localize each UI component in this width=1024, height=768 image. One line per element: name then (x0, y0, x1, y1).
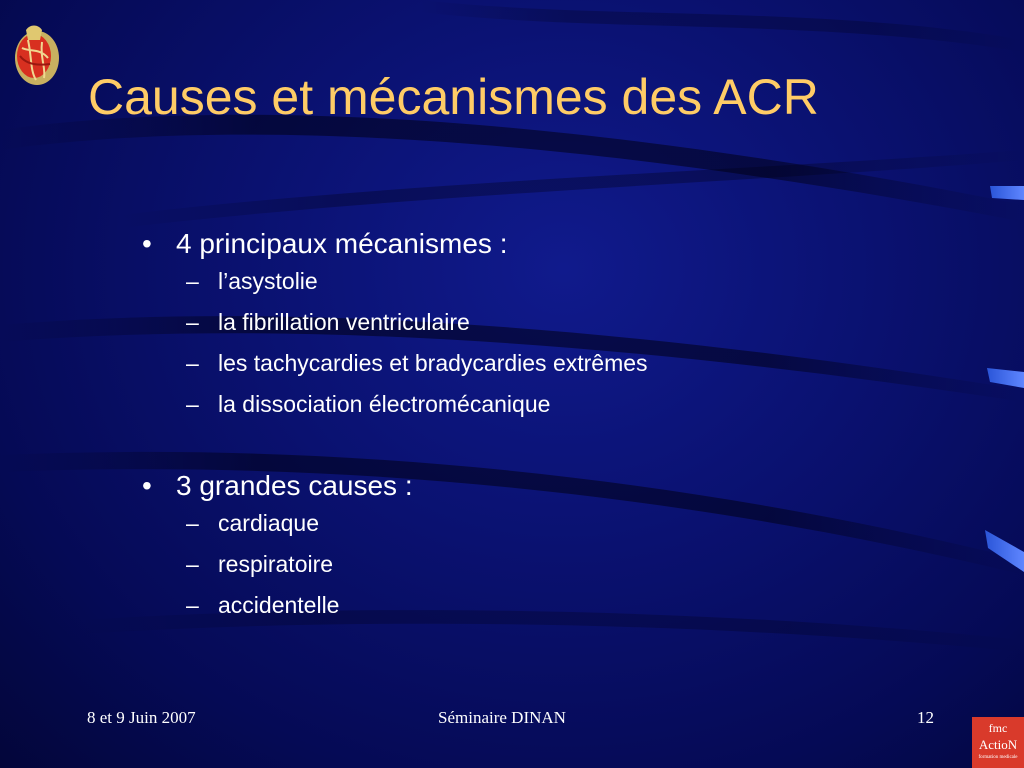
bullet-text: 3 grandes causes : (176, 470, 413, 501)
sub-bullet-text: la fibrillation ventriculaire (218, 309, 470, 335)
dash-marker: – (186, 592, 199, 618)
logo-line-tagline: formation medicale (978, 755, 1018, 760)
bullet-item (140, 227, 940, 261)
sub-bullet-text: l’asystolie (218, 268, 318, 294)
bullet-marker: • (142, 228, 152, 259)
bullet-text: 4 principaux mécanismes : (176, 228, 508, 259)
sub-bullet-item (186, 550, 940, 591)
dash-marker: – (186, 309, 199, 335)
bullet-group-causes (140, 469, 940, 632)
footer-event: Séminaire DINAN (438, 708, 566, 727)
sub-bullet-item (186, 308, 940, 349)
sub-bullet-item (186, 267, 940, 308)
sub-bullet-text: la dissociation électromécanique (218, 391, 551, 417)
dash-marker: – (186, 391, 199, 417)
bullet-marker: • (142, 470, 152, 501)
anatomical-heart-icon (6, 18, 66, 90)
slide-number: 12 (917, 708, 934, 727)
dash-marker: – (186, 510, 199, 536)
sub-bullet-item (186, 390, 940, 431)
dash-marker: – (186, 268, 199, 294)
sub-bullet-item (186, 509, 940, 550)
dash-marker: – (186, 551, 199, 577)
logo-line-action: ActioN (978, 737, 1018, 752)
sub-bullet-text: les tachycardies et bradycardies extrêmes (218, 350, 648, 376)
bullet-group-mechanisms (140, 227, 940, 431)
sub-bullet-text: respiratoire (218, 551, 334, 577)
bullet-item (140, 469, 940, 503)
slide-title: Causes et mécanismes des ACR (88, 69, 819, 125)
dash-marker: – (186, 350, 199, 376)
logo-line-fmc: fmc (988, 721, 1008, 735)
sub-bullet-item (186, 591, 940, 632)
sub-bullet-text: cardiaque (218, 510, 320, 536)
sub-bullet-item (186, 349, 940, 390)
fmc-action-logo (972, 717, 1024, 768)
slide-body (140, 227, 940, 632)
sub-bullet-text: accidentelle (218, 592, 340, 618)
footer-date: 8 et 9 Juin 2007 (87, 708, 196, 727)
